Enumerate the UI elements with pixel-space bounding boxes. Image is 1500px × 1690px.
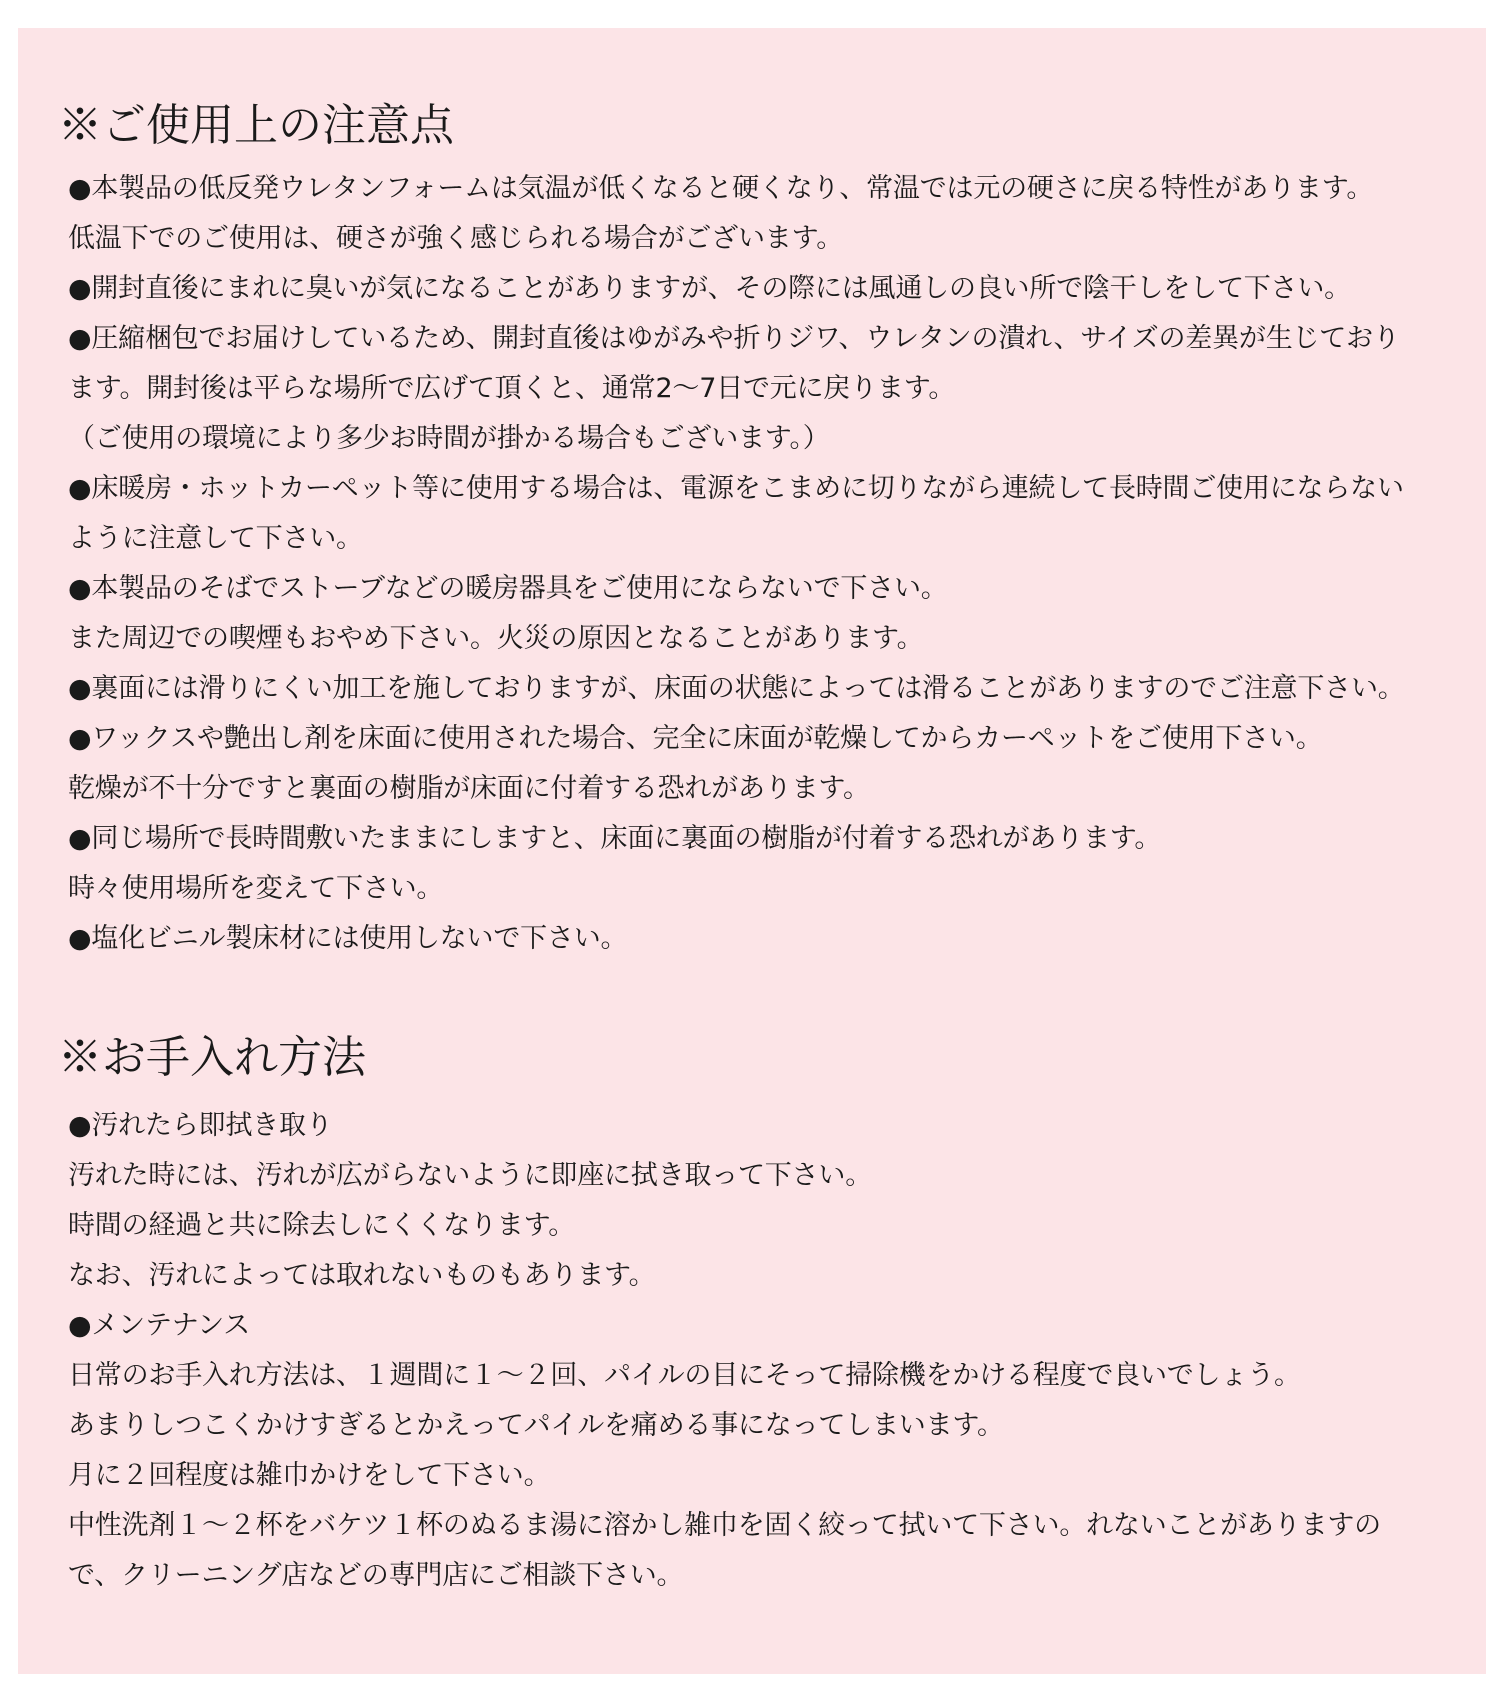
caution-line: ●ワックスや艶出し剤を床面に使用された場合、完全に床面が乾燥してからカーペットをご使用下さい。 — [68, 723, 1323, 754]
care-line: ●汚れたら即拭き取り — [68, 1110, 333, 1141]
usage-cautions-heading: ※ご使用上の注意点 — [58, 100, 454, 151]
caution-line: また周辺での喫煙もおやめ下さい。火災の原因となることがあります。 — [68, 623, 924, 654]
care-method-list — [68, 1101, 1381, 1601]
caution-line: ●開封直後にまれに臭いが気になることがありますが、その際には風通しの良い所で陰干しをして下さい。 — [68, 273, 1351, 304]
caution-line: ●同じ場所で長時間敷いたままにしますと、床面に裏面の樹脂が付着する恐れがあります。 — [68, 823, 1162, 854]
caution-line: ●裏面には滑りにくい加工を施しておりますが、床面の状態によっては滑ることがありますのでご注意下さい。 — [68, 673, 1405, 704]
caution-line: ●圧縮梱包でお届けしているため、開封直後はゆがみや折りジワ、ウレタンの潰れ、サイズの差異が生じており — [68, 323, 1400, 354]
caution-line: （ご使用の環境により多少お時間が掛かる場合もございます。） — [68, 423, 830, 454]
caution-line: ように注意して下さい。 — [68, 523, 363, 554]
caution-line: ●本製品のそばでストーブなどの暖房器具をご使用にならないで下さい。 — [68, 573, 948, 604]
notice-panel — [18, 28, 1486, 1674]
care-line: 時間の経過と共に除去しにくくなります。 — [68, 1210, 576, 1241]
caution-line: ●床暖房・ホットカーペット等に使用する場合は、電源をこまめに切りながら連続して長時間ご使用にならない — [68, 473, 1404, 504]
care-line: なお、汚れによっては取れないものもあります。 — [68, 1260, 656, 1291]
usage-cautions-list — [68, 164, 1405, 964]
caution-line: ●塩化ビニル製床材には使用しないで下さい。 — [68, 923, 628, 954]
care-line: 汚れた時には、汚れが広がらないように即座に拭き取って下さい。 — [68, 1160, 872, 1191]
caution-line: 時々使用場所を変えて下さい。 — [68, 873, 444, 904]
caution-line: ます。開封後は平らな場所で広げて頂くと、通常2～7日で元に戻ります。 — [68, 373, 956, 404]
care-line: 月に２回程度は雑巾かけをして下さい。 — [68, 1460, 551, 1491]
caution-line: 乾燥が不十分ですと裏面の樹脂が床面に付着する恐れがあります。 — [68, 773, 870, 804]
care-method-heading: ※お手入れ方法 — [58, 1032, 366, 1083]
caution-line: 低温下でのご使用は、硬さが強く感じられる場合がございます。 — [68, 223, 844, 254]
care-line: ●メンテナンス — [68, 1310, 250, 1341]
caution-line: ●本製品の低反発ウレタンフォームは気温が低くなると硬くなり、常温では元の硬さに戻る特性があります。 — [68, 173, 1374, 204]
care-line: 日常のお手入れ方法は、１週間に１～２回、パイルの目にそって掃除機をかける程度で良いでしょう。 — [68, 1360, 1301, 1391]
care-line: で、クリーニング店などの専門店にご相談下さい。 — [68, 1560, 684, 1591]
care-line: あまりしつこくかけすぎるとかえってパイルを痛める事になってしまいます。 — [68, 1410, 1004, 1441]
care-line: 中性洗剤１～２杯をバケツ１杯のぬるま湯に溶かし雑巾を固く絞って拭いて下さい。れないことがありますの — [68, 1510, 1381, 1541]
